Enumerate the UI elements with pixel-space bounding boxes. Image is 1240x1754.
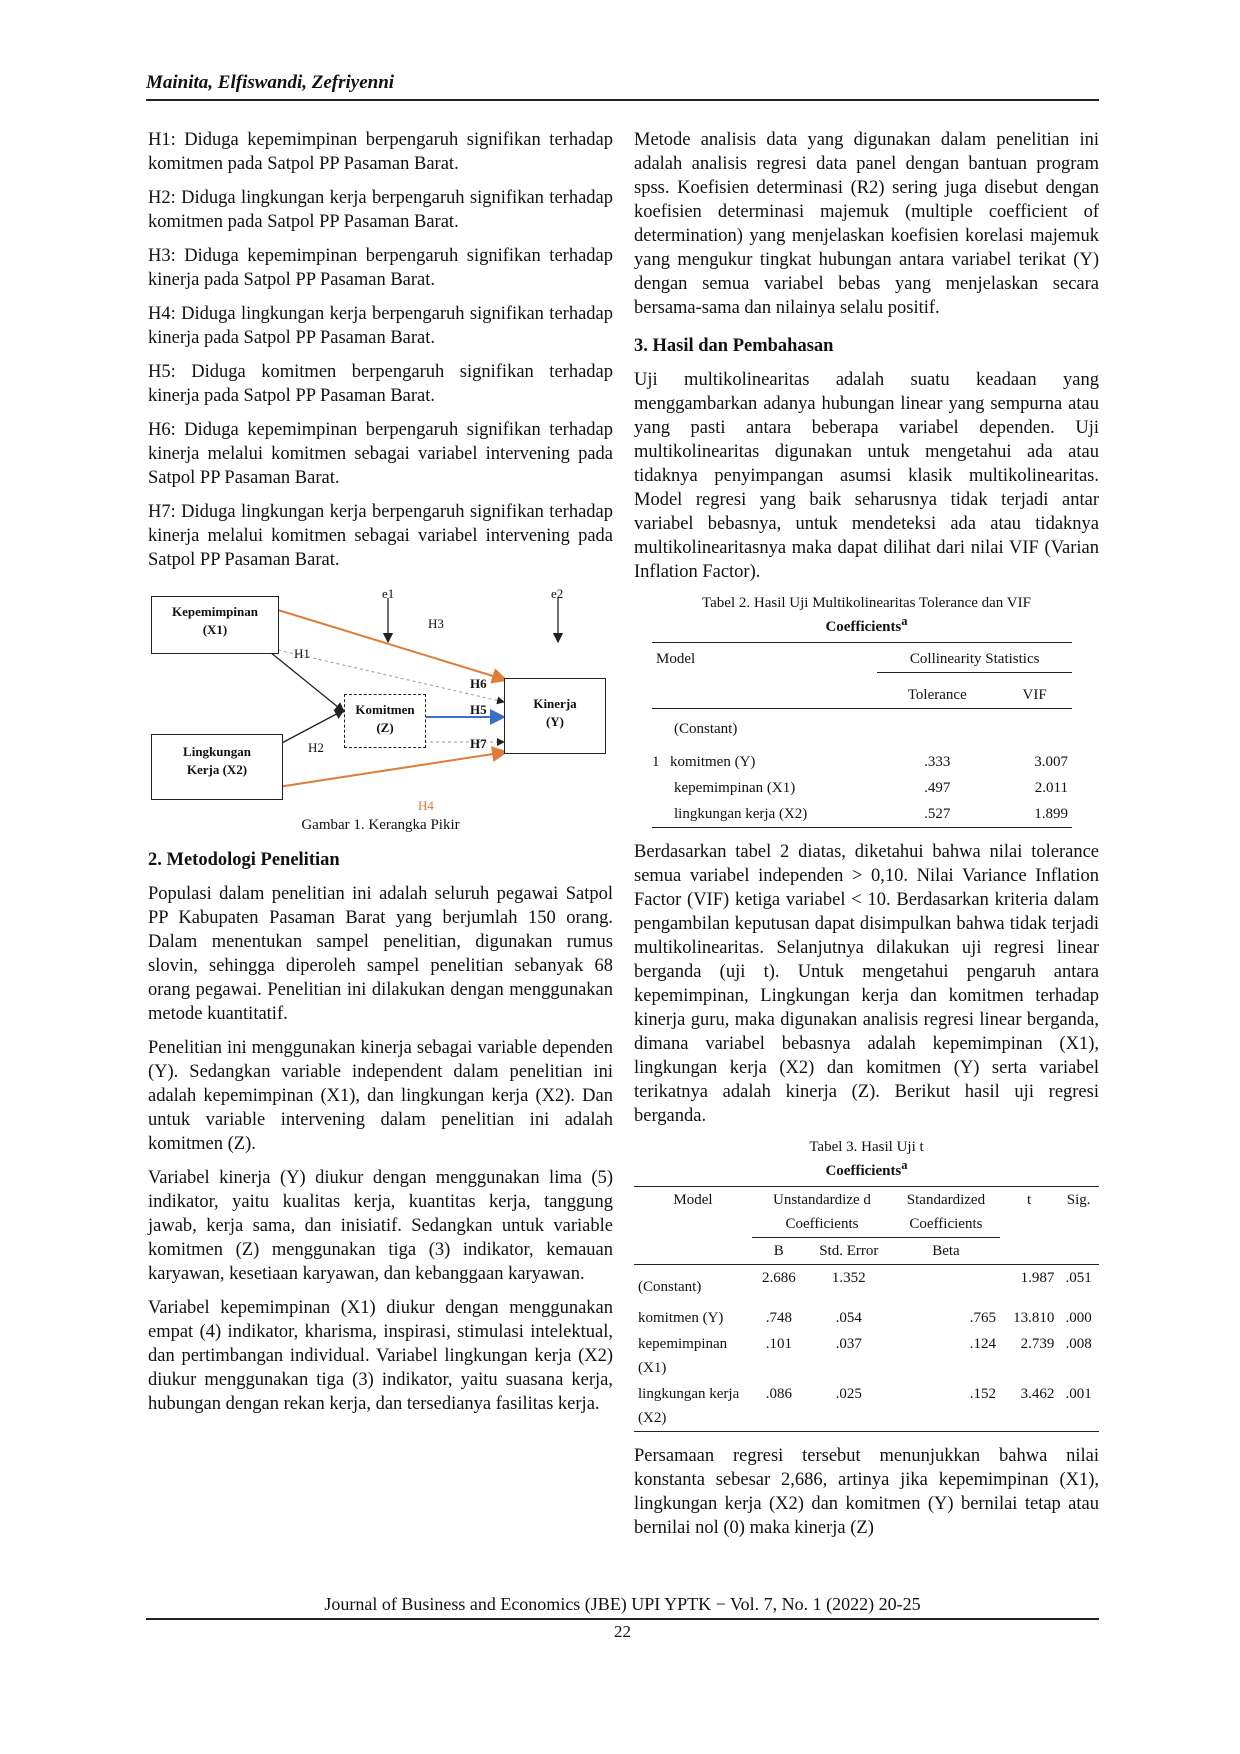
methodology-paragraph-4: Variabel kepemimpinan (X1) diukur dengan menggunakan empat (4) indikator, kharisma, inspirasi, stimulasi intelektual, dan pertimbangan individual. Variabel lingkungan kerja (X2) diukur menggunakan tiga (3) indikator, yaitu suasana kerja, hubungan dengan rekan kerja, dan tersedianya fasilitas kerja. bbox=[148, 1298, 613, 1414]
h3-arrow bbox=[278, 610, 506, 680]
header-rule bbox=[146, 99, 1099, 101]
table-2-title: Tabel 2. Hasil Uji Multikolinearitas Tolerance dan VIF bbox=[702, 595, 1031, 611]
footer-rule bbox=[146, 1618, 1099, 1620]
figure-caption: Gambar 1. Kerangka Pikir bbox=[301, 817, 460, 833]
table-row: 1 komitmen (Y) .333 3.007 bbox=[652, 749, 1072, 775]
hypothesis-h2: H2: Diduga lingkungan kerja berpengaruh signifikan terhadap komitmen pada Satpol PP Pasaman Barat. bbox=[148, 188, 613, 232]
box-kinerja: Kinerja (Y) bbox=[504, 678, 606, 754]
section-3-title: 3. Hasil dan Pembahasan bbox=[634, 336, 834, 356]
table-2 bbox=[652, 642, 1072, 828]
hypothesis-h1: H1: Diduga kepemimpinan berpengaruh signifikan terhadap komitmen pada Satpol PP Pasaman Barat. bbox=[148, 130, 613, 174]
footer-journal: Journal of Business and Economics (JBE) UPI YPTK − Vol. 7, No. 1 (2022) 20-25 bbox=[324, 1594, 921, 1614]
methodology-paragraph-3: Variabel kinerja (Y) diukur dengan menggunakan lima (5) indikator, yaitu kualitas kerja, kuantitas kerja, tanggung jawab, kerja sama, dan inisiatif. Sedangkan untuk variable komitmen (Z) menggunakan tiga (3) indikator, kemauan karyawan, kesetiaan karyawan, dan kebanggaan karyawan. bbox=[148, 1168, 613, 1284]
table-row: kepemimpinan (X1) .101 .037 .124 2.739 .008 bbox=[638, 1336, 1092, 1376]
table-3-caption bbox=[634, 1138, 1099, 1180]
table-2-discussion-paragraph: Berdasarkan tabel 2 diatas, diketahui bahwa nilai tolerance semua variabel independen > 0,10. Nilai Variance Inflation Factor (VIF) ketiga variabel < 10. Berdasarkan kriteria dalam pengambilan keputusan dapat disimpulkan bahwa tidak terjadi multikolinearitas. Selanjutnya dilakukan uji regresi linear berganda (uji t). Untuk mengetahui pengaruh antara kepemimpinan, Lingkungan kerja dan komitmen terhadap kinerja guru, maka digunakan analisis regresi linear berganda, dimana variabel bebasnya adalah kepemimpinan (X1), lingkungan kerja (X2) dan komitmen (Y) serta variabel terikatnya adalah kinerja (Z). Berikut hasil uji regresi berganda. bbox=[634, 842, 1099, 1126]
label-h1: H1 bbox=[294, 646, 310, 661]
table-row: lingkungan kerja (X2) .086 .025 .152 3.462 .001 bbox=[634, 1381, 1099, 1432]
label-h6: H6 bbox=[470, 676, 487, 691]
table-row: (Constant) 2.686 1.352 1.987 .051 bbox=[638, 1270, 1092, 1295]
hypothesis-h5: H5: Diduga komitmen berpengaruh signifikan terhadap kinerja pada Satpol PP Pasaman Barat. bbox=[148, 362, 613, 406]
methodology-paragraph-1: Populasi dalam penelitian ini adalah seluruh pegawai Satpol PP Kabupaten Pasaman Barat yang berjumlah 150 orang. Dalam menentukan sampel penelitian, digunakan rumus slovin, sehingga diperoleh sampel penelitian sebanyak 68 orang pegawai. Penelitian ini dilakukan dengan menggunakan metode kuantitatif. bbox=[148, 884, 613, 1024]
box-kepemimpinan: Kepemimpinan (X1) bbox=[151, 596, 279, 654]
table-3-subtitle: Coefficients$^a$ bbox=[825, 1158, 908, 1179]
label-h3: H3 bbox=[428, 616, 444, 631]
box-komitmen: Komitmen (Z) bbox=[344, 694, 426, 748]
t2-header-model: Model bbox=[656, 651, 696, 667]
t3-header-model: Model bbox=[673, 1192, 713, 1208]
table-3-title: Tabel 3. Hasil Uji t bbox=[809, 1139, 924, 1155]
t3-header-t: t bbox=[1027, 1192, 1032, 1208]
t2-model-number: 1 bbox=[652, 754, 660, 770]
multicollinearity-paragraph: Uji multikolinearitas adalah suatu keadaan yang menggambarkan adanya hubungan linear yang sempurna atau yang pasti antara beberapa variabel dependen. Uji multikolinearitas digunakan untuk mengetahui ada atau tidaknya penyimpangan asumsi klasik multikolinearitas. Model regresi yang baik seharusnya tidak terjadi antar variabel bebasnya, untuk mendeteksi ada atau tidaknya multikolinearitasnya maka dapat dilihat dari nilai VIF (Varian Inflation Factor). bbox=[634, 370, 1099, 582]
table-2-caption bbox=[634, 594, 1099, 636]
running-header-authors: Mainita, Elfiswandi, Zefriyenni bbox=[146, 72, 395, 93]
t3-header-beta: Beta bbox=[932, 1243, 960, 1259]
page-number: 22 bbox=[614, 1622, 631, 1641]
label-h7: H7 bbox=[470, 736, 487, 751]
hypothesis-h6: H6: Diduga kepemimpinan berpengaruh signifikan terhadap kinerja melalui komitmen sebagai variabel intervening pada Satpol PP Pasaman Barat. bbox=[148, 420, 613, 488]
hypothesis-h7: H7: Diduga lingkungan kerja berpengaruh signifikan terhadap kinerja melalui komitmen sebagai variabel intervening pada Satpol PP Pasaman Barat. bbox=[148, 502, 613, 570]
table-row: lingkungan kerja (X2) .527 1.899 bbox=[652, 801, 1072, 828]
methodology-paragraph-2: Penelitian ini menggunakan kinerja sebagai variable dependen (Y). Sedangkan variable independent dalam penelitian ini adalah kepemimpinan (X1), dan lingkungan kerja (X2). Dan untuk variable intervening dalam penelitian ini adalah komitmen (Z). bbox=[148, 1038, 613, 1154]
label-h4: H4 bbox=[418, 798, 434, 813]
label-h5: H5 bbox=[470, 702, 487, 717]
hypothesis-h4: H4: Diduga lingkungan kerja berpengaruh signifikan terhadap kinerja pada Satpol PP Pasaman Barat. bbox=[148, 304, 613, 348]
table-2-subtitle: Coefficients$^a$ bbox=[825, 614, 908, 635]
t2-header-collinearity: Collinearity Statistics bbox=[877, 643, 1072, 673]
right-column bbox=[634, 128, 1099, 1550]
framework-figure bbox=[148, 582, 613, 812]
table-row: komitmen (Y) .748 .054 .765 13.810 .000 bbox=[638, 1310, 1092, 1326]
t2-header-vif: VIF bbox=[1022, 687, 1047, 703]
hypothesis-h3: H3: Diduga kepemimpinan berpengaruh signifikan terhadap kinerja pada Satpol PP Pasaman Barat. bbox=[148, 246, 613, 290]
section-2-title: 2. Metodologi Penelitian bbox=[148, 850, 340, 870]
table-3 bbox=[634, 1186, 1099, 1432]
t3-header-sig: Sig. bbox=[1066, 1192, 1091, 1208]
t2-header-tolerance: Tolerance bbox=[907, 687, 967, 703]
regression-equation-paragraph: Persamaan regresi tersebut menunjukkan bahwa nilai konstanta sebesar 2,686, artinya jika kepemimpinan (X1), lingkungan kerja (X2) dan komitmen (Y) bernilai tetap atau bernilai nol (0) maka kinerja (Z) bbox=[634, 1446, 1099, 1538]
t3-header-unstd: Unstandardize d Coefficients bbox=[752, 1187, 892, 1238]
label-e1: e1 bbox=[382, 586, 395, 601]
label-e2: e2 bbox=[551, 586, 564, 601]
left-column bbox=[148, 128, 613, 1426]
t2-constant: (Constant) bbox=[674, 721, 738, 737]
t3-header-std: Standardized Coefficients bbox=[892, 1187, 1000, 1238]
t3-header-stderr: Std. Error bbox=[819, 1243, 879, 1259]
t3-header-b: B bbox=[773, 1243, 784, 1259]
box-lingkungan-kerja: Lingkungan Kerja (X2) bbox=[151, 734, 283, 800]
label-h2: H2 bbox=[308, 740, 324, 755]
analysis-method-paragraph: Metode analisis data yang digunakan dalam penelitian ini adalah analisis regresi data panel dengan bantuan program spss. Koefisien determinasi (R2) sering juga disebut dengan koefisien determinasi majemuk (multiple coefficient of determination) yang menjelaskan koefisien korelasi majemuk yang mengukur tingkat hubungan antara variabel terikat (Y) dengan semua variabel bebas yang menjelaskan secara bersama-sama dan nilainya selalu positif. bbox=[634, 130, 1099, 318]
table-row: kepemimpinan (X1) .497 2.011 bbox=[674, 780, 1068, 796]
